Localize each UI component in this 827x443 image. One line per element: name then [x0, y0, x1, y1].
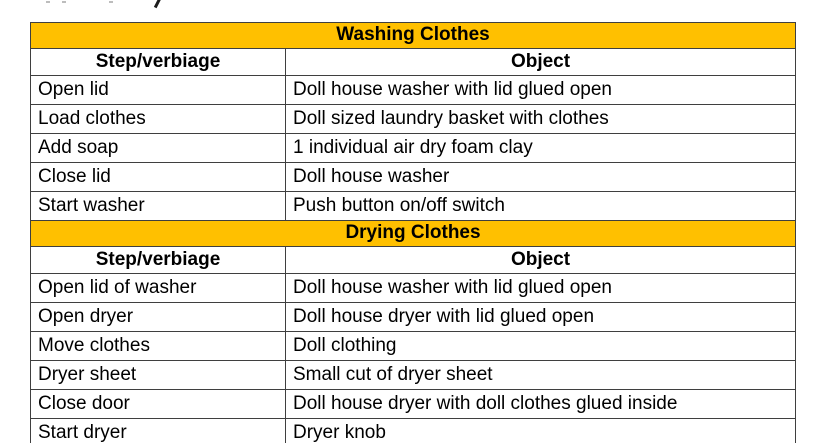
remnant-mark — [62, 1, 66, 3]
section-title-washing: Washing Clothes — [31, 23, 796, 49]
object-cell: Dryer knob — [286, 419, 796, 443]
cropped-text-remnant — [0, 0, 220, 10]
object-cell: 1 individual air dry foam clay — [286, 134, 796, 163]
object-cell: Doll house washer — [286, 163, 796, 192]
step-cell: Start dryer — [31, 419, 286, 443]
table-row — [31, 105, 796, 134]
table-row — [31, 76, 796, 105]
step-cell: Load clothes — [31, 105, 286, 134]
remnant-descender-stroke — [154, 0, 161, 8]
remnant-mark — [109, 1, 113, 3]
table-row — [31, 419, 796, 443]
table-row — [31, 390, 796, 419]
object-cell: Doll house dryer with lid glued open — [286, 303, 796, 332]
table-row — [31, 192, 796, 221]
column-header-step: Step/verbiage — [31, 247, 286, 274]
column-header-object: Object — [286, 49, 796, 76]
step-cell: Dryer sheet — [31, 361, 286, 390]
object-cell: Doll house dryer with doll clothes glued inside — [286, 390, 796, 419]
step-cell: Close lid — [31, 163, 286, 192]
props-steps-table — [30, 22, 796, 443]
table-row — [31, 361, 796, 390]
step-cell: Close door — [31, 390, 286, 419]
step-cell: Start washer — [31, 192, 286, 221]
column-header-row — [31, 247, 796, 274]
object-cell: Small cut of dryer sheet — [286, 361, 796, 390]
column-header-step: Step/verbiage — [31, 49, 286, 76]
object-cell: Doll clothing — [286, 332, 796, 361]
section-header-washing — [31, 23, 796, 49]
section-header-drying — [31, 221, 796, 247]
step-cell: Open dryer — [31, 303, 286, 332]
section-title-drying: Drying Clothes — [31, 221, 796, 247]
remnant-mark — [46, 1, 50, 3]
object-cell: Doll sized laundry basket with clothes — [286, 105, 796, 134]
column-header-row — [31, 49, 796, 76]
table-row — [31, 332, 796, 361]
step-cell: Open lid of washer — [31, 274, 286, 303]
table-row — [31, 163, 796, 192]
step-cell: Add soap — [31, 134, 286, 163]
table-row — [31, 274, 796, 303]
table-row — [31, 134, 796, 163]
object-cell: Push button on/off switch — [286, 192, 796, 221]
column-header-object: Object — [286, 247, 796, 274]
table-row — [31, 303, 796, 332]
object-cell: Doll house washer with lid glued open — [286, 274, 796, 303]
step-cell: Move clothes — [31, 332, 286, 361]
object-cell: Doll house washer with lid glued open — [286, 76, 796, 105]
step-cell: Open lid — [31, 76, 286, 105]
